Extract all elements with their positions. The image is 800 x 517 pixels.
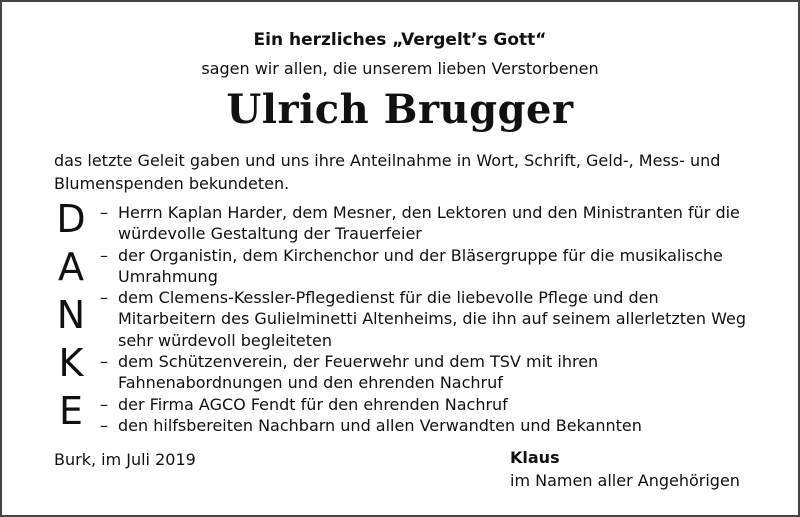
- danke-letter: N: [56, 293, 86, 337]
- danke-vertical-word: [54, 197, 88, 433]
- dash-bullet: –: [100, 352, 108, 372]
- list-item: [100, 415, 760, 436]
- danke-letter: E: [58, 389, 83, 433]
- dash-bullet: –: [100, 203, 108, 222]
- list-item: [100, 351, 760, 394]
- dash-bullet: –: [100, 288, 108, 308]
- thanks-list: [100, 202, 760, 436]
- list-item-text: Herrn Kaplan Harder, dem Mesner, den Lektoren und den Ministranten für die würdevolle Gestaltung der Trauerfeier: [118, 203, 740, 244]
- deceased-name: Ulrich Brugger: [226, 86, 574, 133]
- list-item-text: der Organistin, dem Kirchenchor und der Bläsergruppe für die musikalische Umrahmung: [118, 245, 723, 286]
- list-item: [100, 287, 760, 351]
- list-item-text: der Firma AGCO Fendt für den ehrenden Nachruf: [118, 394, 508, 414]
- list-item: [100, 202, 760, 245]
- danke-letter: A: [58, 245, 84, 289]
- notice-heading: Ein herzliches „Vergelt’s Gott“: [253, 30, 547, 50]
- dash-bullet: –: [100, 245, 108, 265]
- list-item: [100, 394, 760, 415]
- list-item: [100, 245, 760, 288]
- list-item-text: dem Clemens-Kessler-Pflegedienst für die liebevolle Pflege und den Mitarbeitern des Gulielminetti Altenheims, die ihn auf seinem allerletzten Weg sehr würdevoll begleiteten: [118, 288, 746, 350]
- list-item-text: dem Schützenverein, der Feuerwehr und dem TSV mit ihren Fahnenabordnungen und den ehrenden Nachruf: [118, 352, 599, 393]
- notice-subheading: sagen wir allen, die unserem lieben Verstorbenen: [201, 59, 599, 78]
- place-and-date: Burk, im Juli 2019: [54, 450, 196, 469]
- intro-paragraph: das letzte Geleit gaben und uns ihre Anteilnahme in Wort, Schrift, Geld-, Mess- und Blumenspenden bekundeten.: [54, 151, 721, 193]
- signature-name: Klaus: [510, 448, 560, 467]
- danke-letter: K: [58, 341, 84, 385]
- dash-bullet: –: [100, 394, 108, 414]
- signature-subline: im Namen aller Angehörigen: [510, 471, 740, 490]
- list-item-text: den hilfsbereiten Nachbarn und allen Verwandten und Bekannten: [118, 415, 642, 435]
- dash-bullet: –: [100, 415, 108, 435]
- danke-letter: D: [56, 197, 86, 241]
